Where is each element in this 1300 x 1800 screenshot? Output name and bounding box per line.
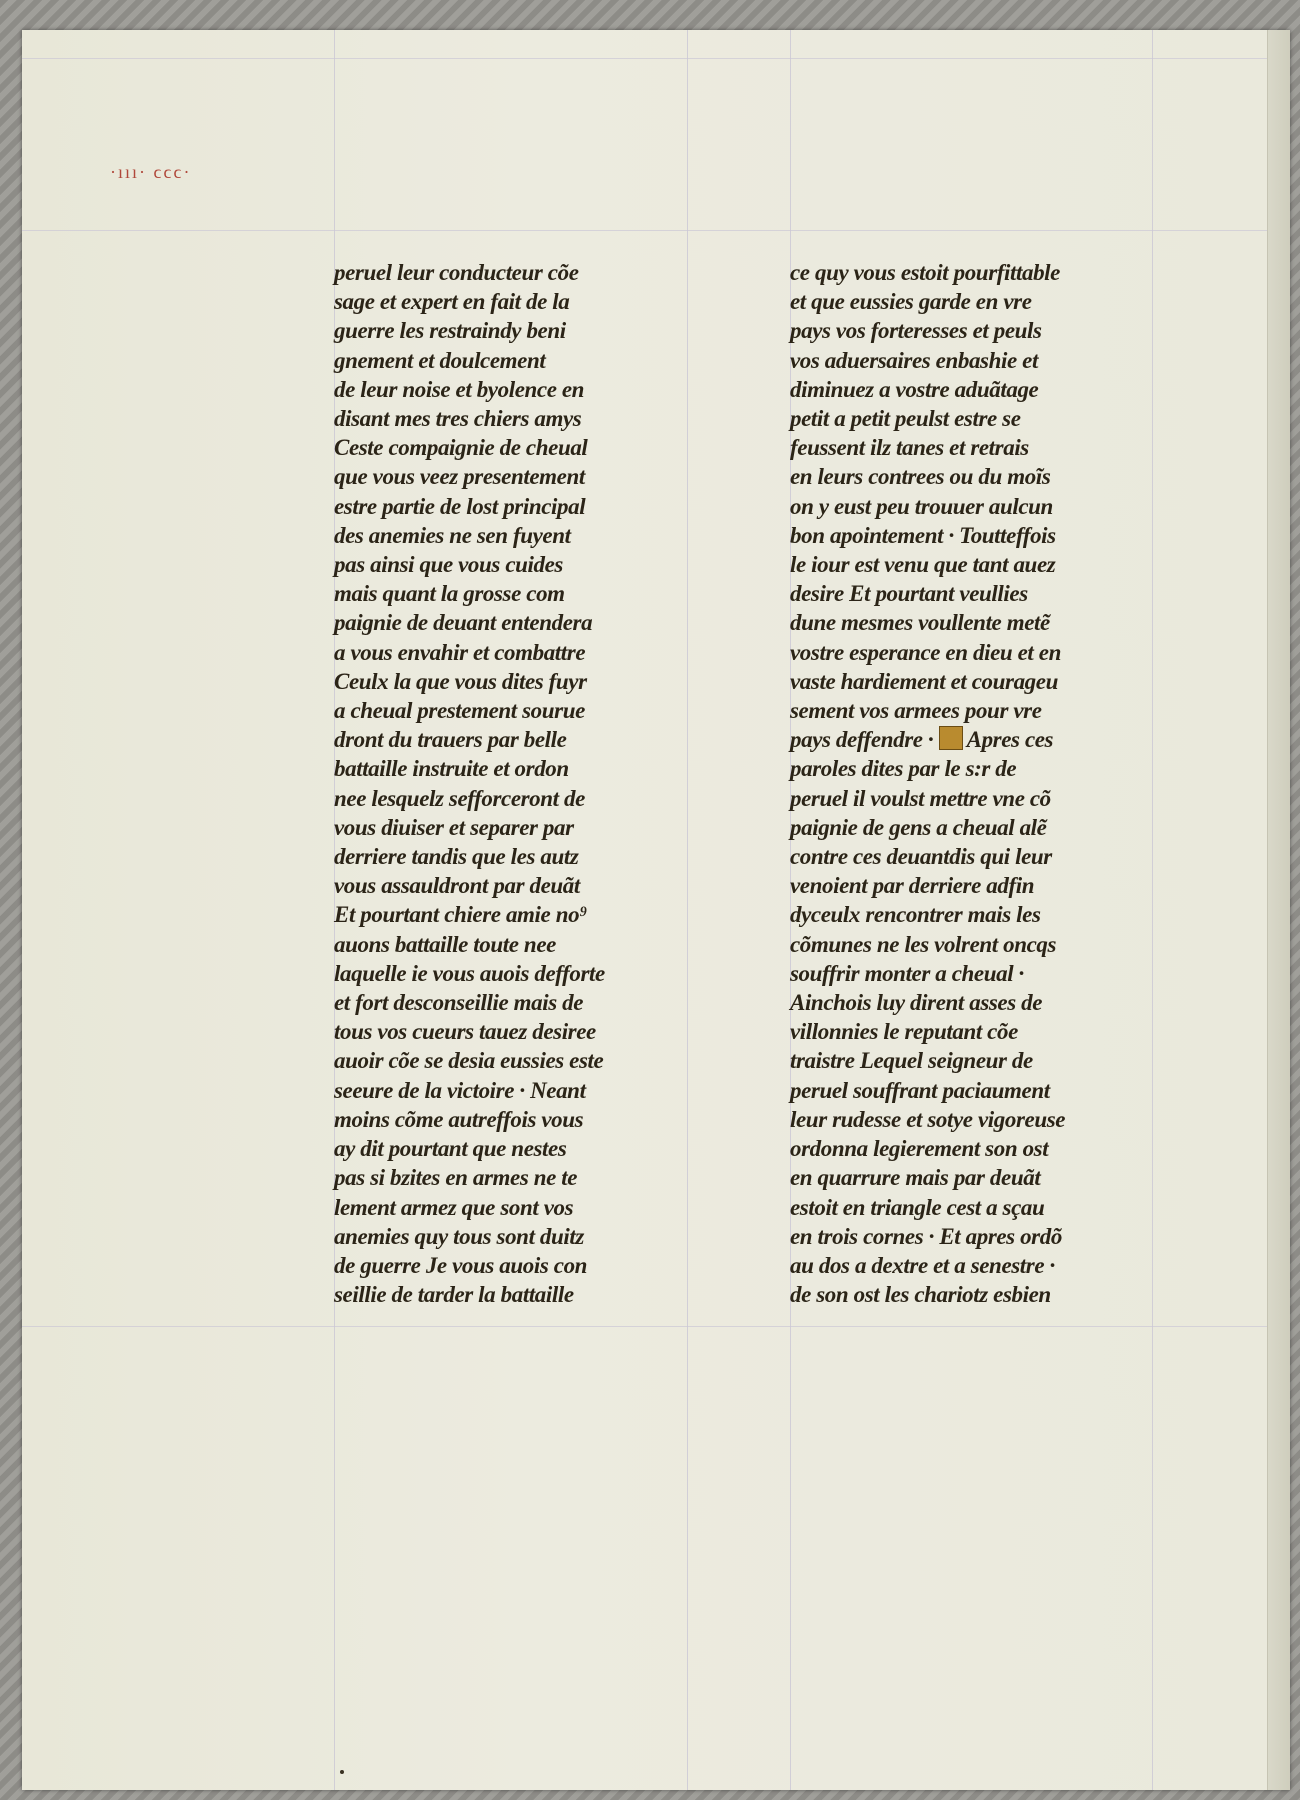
manuscript-line: ay dit pourtant que nestes (334, 1136, 567, 1162)
manuscript-line: pays vos forteresses et peuls (790, 318, 1042, 344)
manuscript-line: moins cõme autreffois vous (334, 1106, 584, 1132)
manuscript-line: ce quy vous estoit pourfittable (790, 260, 1060, 285)
manuscript-line: Et pourtant chiere amie no⁹ (334, 902, 587, 928)
manuscript-line: ordonna legierement son ost (790, 1136, 1049, 1162)
manuscript-line: nee lesquelz sefforceront de (334, 785, 585, 811)
manuscript-line: seeure de la victoire · Neant (334, 1077, 586, 1103)
manuscript-line: des anemies ne sen fuyent (334, 522, 571, 548)
manuscript-line: anemies quy tous sont duitz (334, 1223, 584, 1249)
ruling-line (22, 58, 1290, 59)
manuscript-line: de son ost les chariotz esbien (790, 1282, 1051, 1308)
manuscript-line: paignie de deuant entendera (334, 610, 593, 636)
manuscript-line: dyceulx rencontrer mais les (790, 902, 1041, 928)
manuscript-line (790, 725, 1160, 754)
manuscript-line: pas si bzites en armes ne te (334, 1165, 578, 1191)
manuscript-line: paroles dites par le s:r de (790, 756, 1017, 782)
illuminated-initial (939, 726, 963, 750)
manuscript-line: gnement et doulcement (334, 347, 546, 373)
manuscript-line-fragment: pays deffendre · (790, 727, 934, 753)
manuscript-line: vous assauldront par deuãt (334, 873, 580, 899)
manuscript-line: Ceulx la que vous dites fuyr (334, 668, 587, 694)
manuscript-line: souffrir monter a cheual · (790, 960, 1024, 986)
manuscript-line: guerre les restraindy beni (334, 318, 566, 344)
manuscript-line: laquelle ie vous auois defforte (334, 960, 605, 986)
manuscript-line: peruel il voulst mettre vne cõ (790, 785, 1051, 811)
manuscript-line: peruel souffrant paciaument (790, 1077, 1050, 1103)
folio-number: ·ııı· ϲϲϲ· (110, 162, 192, 182)
manuscript-line: bon apointement · Toutteffois (790, 522, 1056, 548)
manuscript-line: au dos a dextre et a senestre · (790, 1252, 1055, 1278)
manuscript-line: vous diuiser et separer par (334, 814, 574, 840)
manuscript-line: on y eust peu trouuer aulcun (790, 493, 1053, 519)
manuscript-line: et que eussies garde en vre (790, 289, 1032, 315)
manuscript-line: villonnies le reputant cõe (790, 1019, 1018, 1045)
manuscript-line: le iour est venu que tant auez (790, 552, 1056, 578)
manuscript-line: de leur noise et byolence en (334, 376, 585, 402)
manuscript-line: petit a petit peulst estre se (790, 406, 1021, 432)
manuscript-line: en quarrure mais par deuãt (790, 1165, 1041, 1191)
manuscript-line: sement vos armees pour vre (790, 698, 1042, 724)
manuscript-line: estoit en triangle cest a sçau (790, 1194, 1045, 1220)
manuscript-line: auoir cõe se desia eussies este (334, 1048, 604, 1074)
manuscript-line: pas ainsi que vous cuides (334, 552, 563, 578)
manuscript-line: vos aduersaires enbashie et (790, 347, 1038, 373)
manuscript-line: Ceste compaignie de cheual (334, 435, 588, 461)
manuscript-line: et fort desconseillie mais de (334, 990, 584, 1016)
manuscript-line: contre ces deuantdis qui leur (790, 844, 1052, 870)
manuscript-line: traistre Lequel seigneur de (790, 1048, 1033, 1074)
manuscript-line: venoient par derriere adfin (790, 873, 1035, 899)
ruling-line (22, 1326, 1290, 1327)
manuscript-line: vaste hardiement et courageu (790, 668, 1058, 694)
manuscript-line: Ainchois luy dirent asses de (790, 990, 1043, 1016)
manuscript-line: auons battaille toute nee (334, 931, 556, 957)
page-edge (1267, 30, 1290, 1790)
manuscript-line: sage et expert en fait de la (334, 289, 570, 315)
manuscript-line: a cheual prestement sourue (334, 698, 585, 724)
manuscript-line-fragment: Apres ces (966, 727, 1054, 753)
manuscript-line: desire Et pourtant veullies (790, 581, 1028, 607)
manuscript-line: seillie de tarder la battaille (334, 1282, 574, 1308)
manuscript-line: leur rudesse et sotye vigoreuse (790, 1106, 1066, 1132)
manuscript-line: battaille instruite et ordon (334, 756, 569, 782)
prick-mark (340, 1770, 344, 1774)
manuscript-line: tous vos cueurs tauez desiree (334, 1019, 596, 1045)
manuscript-line: vostre esperance en dieu et en (790, 639, 1061, 665)
manuscript-line: dune mesmes voullente metẽ (790, 610, 1050, 636)
manuscript-line: lement armez que sont vos (334, 1194, 574, 1220)
manuscript-line: en leurs contrees ou du moĩs (790, 464, 1051, 490)
manuscript-line: de guerre Je vous auois con (334, 1252, 588, 1278)
manuscript-line: mais quant la grosse com (334, 581, 565, 607)
manuscript-line: estre partie de lost principal (334, 493, 586, 519)
manuscript-line: derriere tandis que les autz (334, 844, 579, 870)
manuscript-line: disant mes tres chiers amys (334, 406, 582, 432)
manuscript-line: dront du trauers par belle (334, 727, 567, 753)
manuscript-line: cõmunes ne les volrent oncqs (790, 931, 1057, 957)
manuscript-page (22, 30, 1290, 1790)
manuscript-line: peruel leur conducteur cõe (334, 260, 579, 285)
ruling-line (22, 230, 1290, 231)
manuscript-line: feussent ilz tanes et retrais (790, 435, 1029, 461)
manuscript-line: a vous envahir et combattre (334, 639, 586, 665)
text-column-right (790, 258, 1160, 1309)
manuscript-line: en trois cornes · Et apres ordõ (790, 1223, 1062, 1249)
manuscript-line: diminuez a vostre aduãtage (790, 376, 1039, 402)
text-column-left (334, 258, 704, 1309)
manuscript-line: que vous veez presentement (334, 464, 585, 490)
manuscript-line: paignie de gens a cheual alẽ (790, 814, 1047, 840)
